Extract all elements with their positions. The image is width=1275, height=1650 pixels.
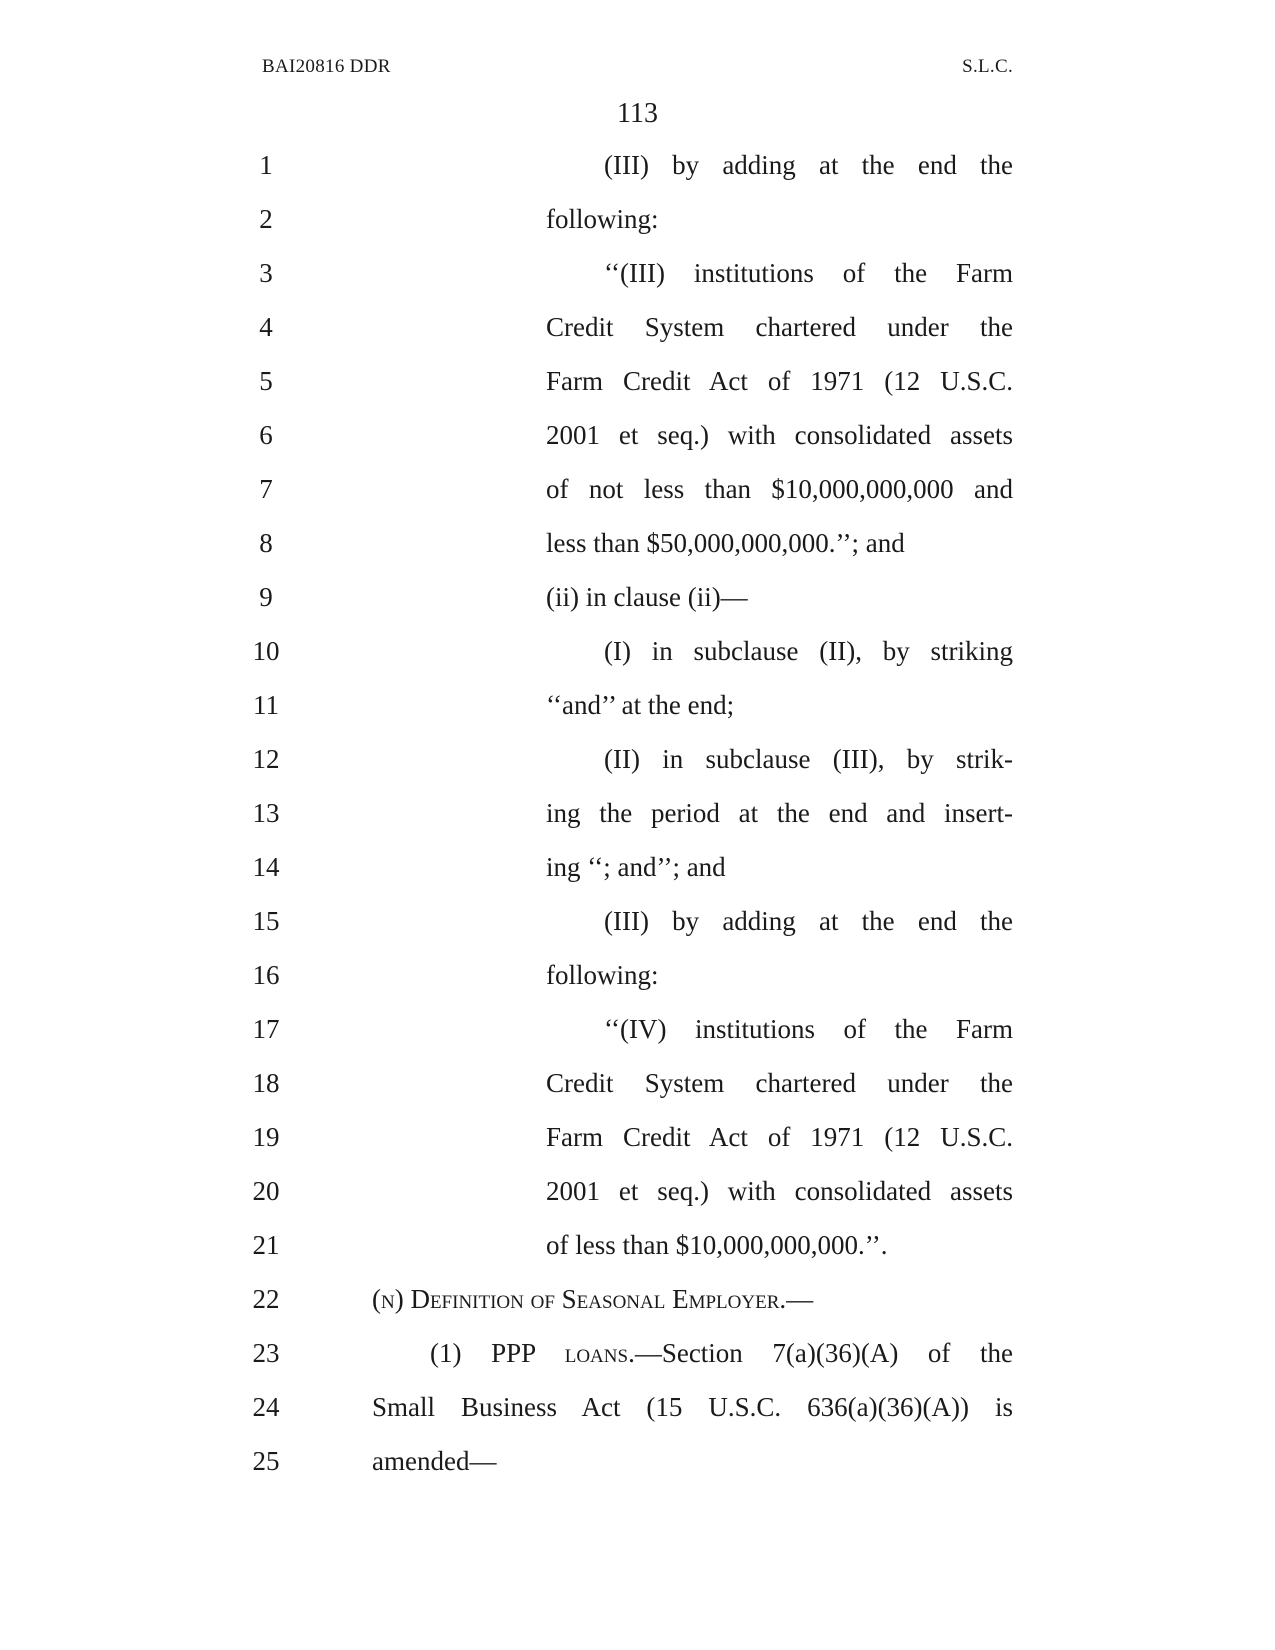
line-text: (ii) in clause (ii)— [546,582,748,612]
line-text: following: [546,204,659,234]
line-text: 2001 et seq.) with consolidated assets [546,420,1013,450]
text-line [0,786,1275,840]
paragraph-prefix: (1) PPP [430,1338,565,1368]
text-line [0,1110,1275,1164]
text-line [0,732,1275,786]
line-text: amended— [372,1446,497,1476]
line-text: Small Business Act (15 U.S.C. 636(a)(36)(A)) is [372,1392,1013,1422]
header-bill-id: BAI20816 DDR [262,56,391,77]
line-text: (I) in subclause (II), by striking [604,636,1013,666]
line-number: 4 [259,312,273,342]
line-number: 21 [252,1230,280,1260]
line-number: 11 [253,690,279,720]
text-line [0,570,1275,624]
bill-text-body [0,138,1275,1488]
line-text: ing ‘‘; and’’; and [546,852,726,882]
line-text: of not less than $10,000,000,000 and [546,474,1013,504]
text-line [0,192,1275,246]
text-line [0,1056,1275,1110]
line-text: less than $50,000,000,000.’’; and [546,528,905,558]
paragraph-suffix: .—Section 7(a)(36)(A) of the [628,1338,1013,1368]
line-number: 5 [259,366,273,396]
line-text: ‘‘and’’ at the end; [546,690,735,720]
text-line [0,246,1275,300]
text-line [0,678,1275,732]
line-number: 23 [252,1338,280,1368]
line-number: 3 [259,258,273,288]
text-line [0,1164,1275,1218]
line-text: (III) by adding at the end the [604,150,1013,180]
line-number: 9 [259,582,273,612]
line-number: 10 [252,636,280,666]
line-number: 12 [252,744,280,774]
line-number: 22 [252,1284,280,1314]
line-number: 15 [252,906,280,936]
line-number: 24 [252,1392,280,1422]
line-number: 18 [252,1068,280,1098]
line-number: 13 [252,798,280,828]
line-number: 19 [252,1122,280,1152]
line-number: 14 [252,852,280,882]
text-line [0,462,1275,516]
text-line [0,300,1275,354]
text-line [0,1218,1275,1272]
text-line [0,138,1275,192]
text-line [0,624,1275,678]
text-line [0,1380,1275,1434]
line-number: 16 [252,960,280,990]
line-number: 17 [252,1014,280,1044]
text-line [0,1002,1275,1056]
line-text: Farm Credit Act of 1971 (12 U.S.C. [546,366,1013,396]
line-text: Credit System chartered under the [546,1068,1013,1098]
line-text: following: [546,960,659,990]
line-number: 7 [259,474,273,504]
page-number: 113 [617,98,658,129]
paragraph-heading-small-caps: loans [564,1338,629,1368]
text-line [0,1326,1275,1380]
line-text: ‘‘(III) institutions of the Farm [604,258,1013,288]
text-line [0,840,1275,894]
line-text: ‘‘(IV) institutions of the Farm [604,1014,1013,1044]
line-number: 1 [259,150,273,180]
line-text [430,1326,1013,1380]
line-number: 8 [259,528,273,558]
line-number: 2 [259,204,273,234]
line-text: of less than $10,000,000,000.’’. [546,1230,888,1260]
line-text: (III) by adding at the end the [604,906,1013,936]
line-number: 20 [252,1176,280,1206]
line-text: ing the period at the end and insert- [546,798,1013,828]
line-text: 2001 et seq.) with consolidated assets [546,1176,1013,1206]
text-line [0,948,1275,1002]
line-text: Farm Credit Act of 1971 (12 U.S.C. [546,1122,1013,1152]
text-line [0,894,1275,948]
section-heading: (n) Definition of Seasonal Employer.— [372,1284,814,1314]
header-slc: S.L.C. [962,56,1013,77]
text-line [0,408,1275,462]
line-number: 6 [259,420,273,450]
text-line [0,516,1275,570]
line-number: 25 [252,1446,280,1476]
section-heading-line [0,1272,1275,1326]
text-line [0,354,1275,408]
line-text: (II) in subclause (III), by strik- [604,744,1013,774]
text-line [0,1434,1275,1488]
line-text: Credit System chartered under the [546,312,1013,342]
